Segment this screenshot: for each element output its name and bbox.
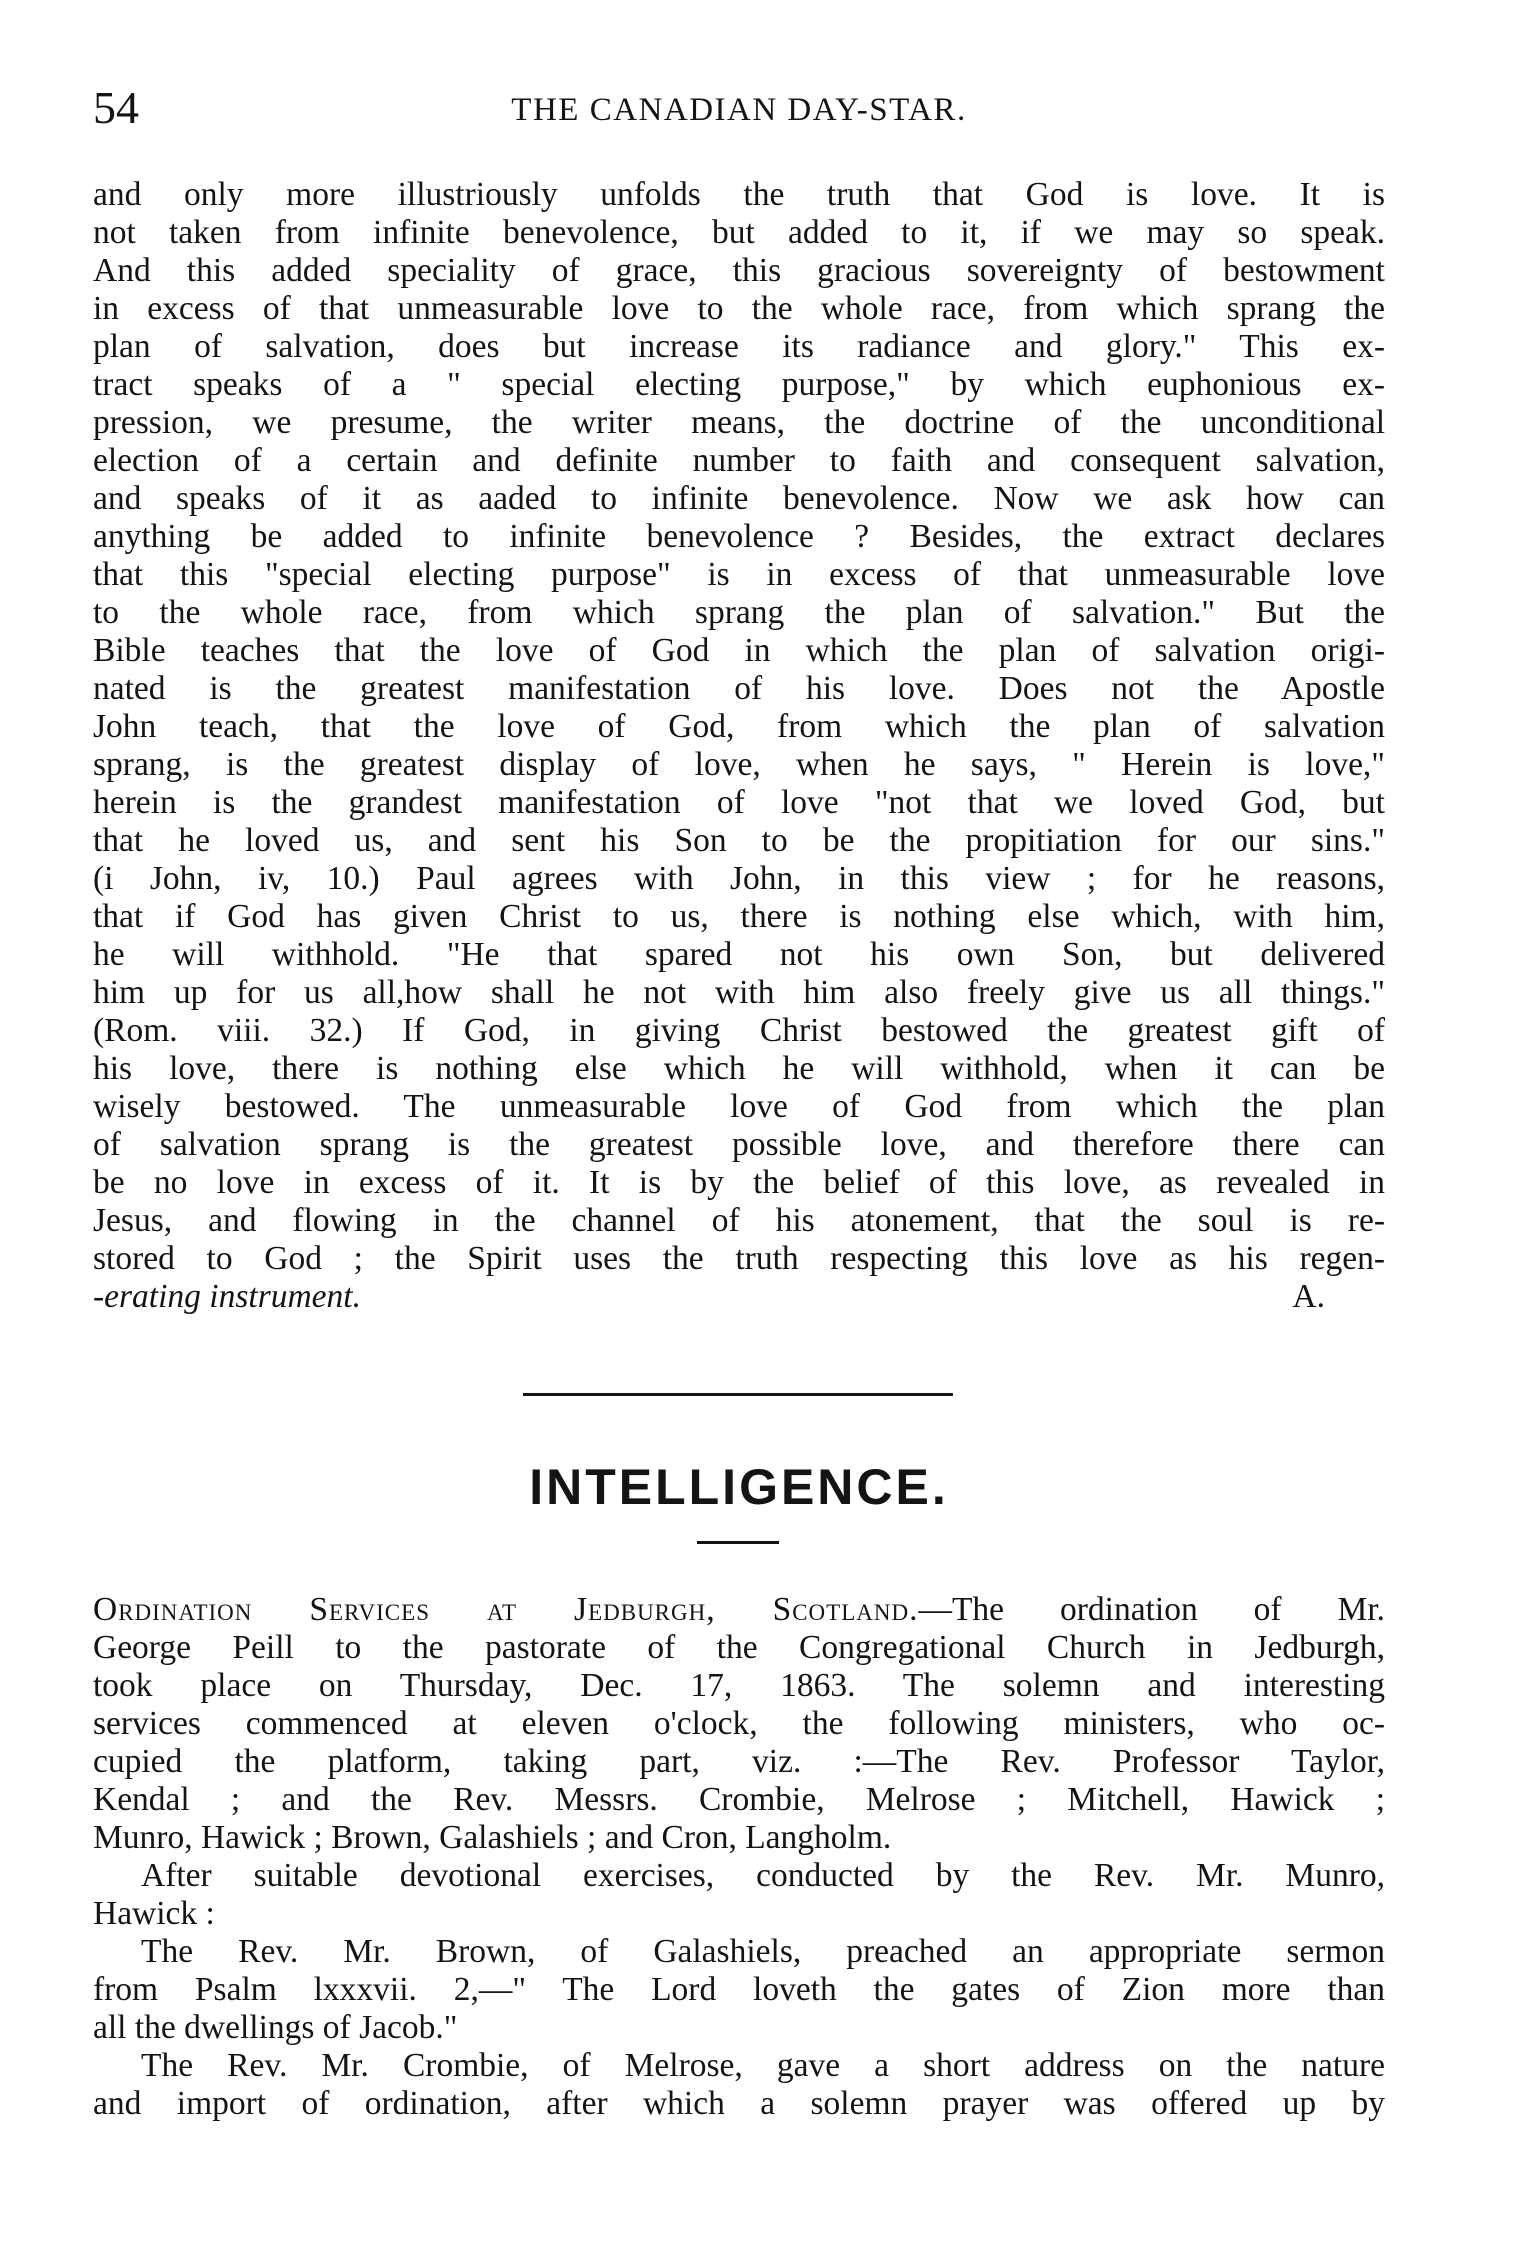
text-line: from Psalm lxxxvii. 2,—" The Lord loveth the gates of Zion more than [93, 1971, 1385, 2008]
text-line: anything be added to infinite benevolence ? Besides, the extract declares [93, 518, 1385, 555]
text-line: John teach, that the love of God, from which the plan of salvation [93, 708, 1385, 745]
text-line: Jesus, and flowing in the channel of his atonement, that the soul is re- [93, 1202, 1385, 1239]
text-line: After suitable devotional exercises, conducted by the Rev. Mr. Munro, [141, 1857, 1385, 1894]
text-line: be no love in excess of it. It is by the belief of this love, as revealed in [93, 1164, 1385, 1201]
page-number: 54 [93, 82, 139, 133]
news-item-lead-text: The ordination of Mr. [951, 1591, 1385, 1628]
section-divider-long [523, 1393, 953, 1396]
text-line: The Rev. Mr. Brown, of Galashiels, preached an appropriate sermon [141, 1933, 1385, 1970]
text-line: he will withhold. "He that spared not his own Son, but delivered [93, 936, 1385, 973]
text-line: him up for us all,how shall he not with him also freely give us all things." [93, 974, 1385, 1011]
text-line: (Rom. viii. 32.) If God, in giving Christ bestowed the greatest gift of [93, 1012, 1385, 1049]
text-line: his love, there is nothing else which he will withhold, when it can be [93, 1050, 1385, 1087]
text-line: that he loved us, and sent his Son to be the propitiation for our sins." [93, 822, 1385, 859]
text-line: George Peill to the pastorate of the Congregational Church in Jedburgh, [93, 1629, 1385, 1666]
running-title: THE CANADIAN DAY-STAR. [511, 92, 967, 128]
text-line: in excess of that unmeasurable love to the whole race, from which sprang the [93, 290, 1385, 327]
text-line: pression, we presume, the writer means, the doctrine of the unconditional [93, 404, 1385, 441]
text-line: not taken from infinite benevolence, but added to it, if we may so speak. [93, 214, 1385, 251]
text-line: Kendal ; and the Rev. Messrs. Crombie, Melrose ; Mitchell, Hawick ; [93, 1781, 1385, 1818]
intelligence-section [93, 1591, 1385, 2123]
text-line: that this "special electing purpose" is in excess of that unmeasurable love [93, 556, 1385, 593]
text-line: The Rev. Mr. Crombie, of Melrose, gave a short address on the nature [141, 2047, 1385, 2084]
text-line: sprang, is the greatest display of love, when he says, " Herein is love," [93, 746, 1385, 783]
text-line: and import of ordination, after which a solemn prayer was offered up by [93, 2085, 1385, 2122]
text-line: tract speaks of a " special electing purpose," by which euphonious ex- [93, 366, 1385, 403]
article-continuation [93, 176, 1385, 1316]
text-line: And this added speciality of grace, this gracious sovereignty of bestowment [93, 252, 1385, 289]
news-item-title-line [93, 1591, 1385, 1629]
section-heading: INTELLIGENCE. [529, 1459, 949, 1515]
closing-line [93, 1278, 1385, 1316]
text-line: (i John, iv, 10.) Paul agrees with John, in this view ; for he reasons, [93, 860, 1385, 897]
text-line: election of a certain and definite number to faith and consequent salvation, [93, 442, 1385, 479]
news-item-dash: — [918, 1591, 952, 1628]
text-line: Bible teaches that the love of God in which the plan of salvation origi- [93, 632, 1385, 669]
text-line: Munro, Hawick ; Brown, Galashiels ; and Cron, Langholm. [93, 1819, 892, 1856]
text-line: all the dwellings of Jacob." [93, 2009, 458, 2046]
text-line: stored to God ; the Spirit uses the truth respecting this love as his regen- [93, 1240, 1385, 1277]
text-line: cupied the platform, taking part, viz. :—The Rev. Professor Taylor, [93, 1743, 1385, 1780]
text-line: that if God has given Christ to us, there is nothing else which, with him, [93, 898, 1385, 935]
text-line: services commenced at eleven o'clock, the following ministers, who oc- [93, 1705, 1385, 1742]
text-line: plan of salvation, does but increase its radiance and glory." This ex- [93, 328, 1385, 365]
text-line: Hawick : [93, 1895, 215, 1932]
closing-text: -erating instrument. [93, 1278, 361, 1315]
text-line: to the whole race, from which sprang the plan of salvation." But the [93, 594, 1385, 631]
author-signature: A. [1292, 1278, 1325, 1315]
text-line: took place on Thursday, Dec. 17, 1863. The solemn and interesting [93, 1667, 1385, 1704]
text-line: herein is the grandest manifestation of love "not that we loved God, but [93, 784, 1385, 821]
text-line: wisely bestowed. The unmeasurable love of God from which the plan [93, 1088, 1385, 1125]
text-line: and only more illustriously unfolds the truth that God is love. It is [93, 176, 1385, 213]
intelligence-paragraphs [93, 1629, 1385, 2123]
news-item-title: Ordination Services at Jedburgh, Scotland. [93, 1591, 919, 1628]
text-line: and speaks of it as aaded to infinite benevolence. Now we ask how can [93, 480, 1385, 517]
section-divider-short [697, 1541, 779, 1544]
text-line: nated is the greatest manifestation of his love. Does not the Apostle [93, 670, 1385, 707]
text-line: of salvation sprang is the greatest possible love, and therefore there can [93, 1126, 1385, 1163]
page-header [93, 78, 1385, 138]
